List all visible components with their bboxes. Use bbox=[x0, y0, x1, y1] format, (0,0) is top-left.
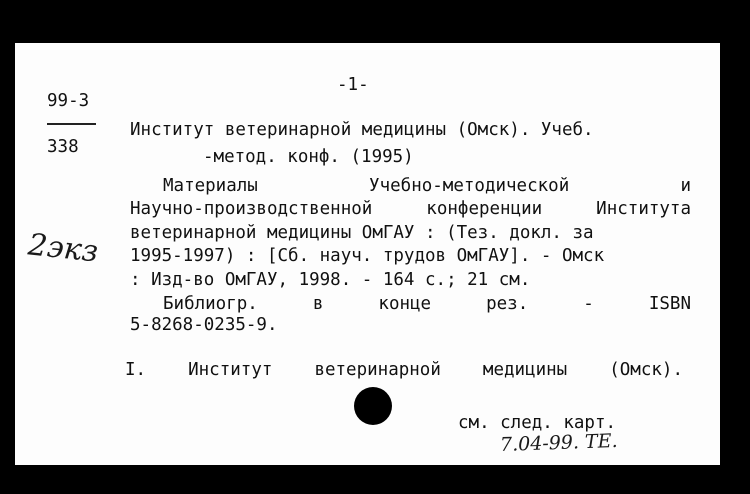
shelf-mark-divider bbox=[47, 123, 96, 125]
body-word: конце bbox=[378, 294, 432, 314]
tracing-word: Институт bbox=[188, 360, 273, 380]
body-word: Материалы bbox=[163, 176, 258, 196]
body-line-4: 1995-1997) : [Сб. науч. трудов ОмГАУ]. - Омск bbox=[130, 246, 605, 266]
body-word: Научно-производственной bbox=[130, 199, 373, 219]
body-line-3: ветеринарной медицины ОмГАУ : (Тез. докл. за bbox=[130, 223, 594, 243]
heading-line-1: Институт ветеринарной медицины (Омск). Учеб. bbox=[130, 120, 594, 140]
body-line-2 bbox=[130, 199, 691, 219]
body-word: ISBN bbox=[648, 294, 691, 314]
body-word: конференции bbox=[426, 199, 543, 219]
shelf-mark-top: 99-3 bbox=[47, 91, 90, 111]
body-word: в bbox=[312, 294, 324, 314]
body-word: Института bbox=[596, 199, 691, 219]
see-next-card-note: см. след. карт. bbox=[458, 413, 617, 433]
body-line-5: : Изд-во ОмГАУ, 1998. - 164 с.; 21 см. bbox=[130, 270, 531, 290]
tracing-word: ветеринарной bbox=[314, 360, 441, 380]
body-word: Учебно-методической bbox=[369, 176, 570, 196]
body-word: Библиогр. bbox=[163, 294, 258, 314]
body-word: рез. bbox=[486, 294, 529, 314]
tracing-word: I. bbox=[125, 360, 147, 380]
tracing-word: медицины bbox=[482, 360, 568, 380]
shelf-mark-bottom: 338 bbox=[47, 137, 79, 157]
body-line-1 bbox=[163, 176, 691, 196]
page-number: -1- bbox=[337, 75, 369, 95]
tracing-line bbox=[125, 360, 683, 380]
body-word: - bbox=[583, 294, 594, 314]
body-line-6 bbox=[163, 294, 691, 314]
handwritten-date-note: 7.04-99. ТЕ. bbox=[499, 429, 618, 457]
heading-line-2: -метод. конф. (1995) bbox=[203, 147, 414, 167]
body-word: и bbox=[680, 176, 691, 196]
body-line-7: 5-8268-0235-9. bbox=[130, 315, 278, 335]
handwritten-copies-note: 2экз bbox=[26, 227, 100, 270]
catalog-card bbox=[15, 43, 720, 465]
punch-hole bbox=[354, 387, 392, 425]
tracing-word: (Омск). bbox=[609, 360, 683, 380]
